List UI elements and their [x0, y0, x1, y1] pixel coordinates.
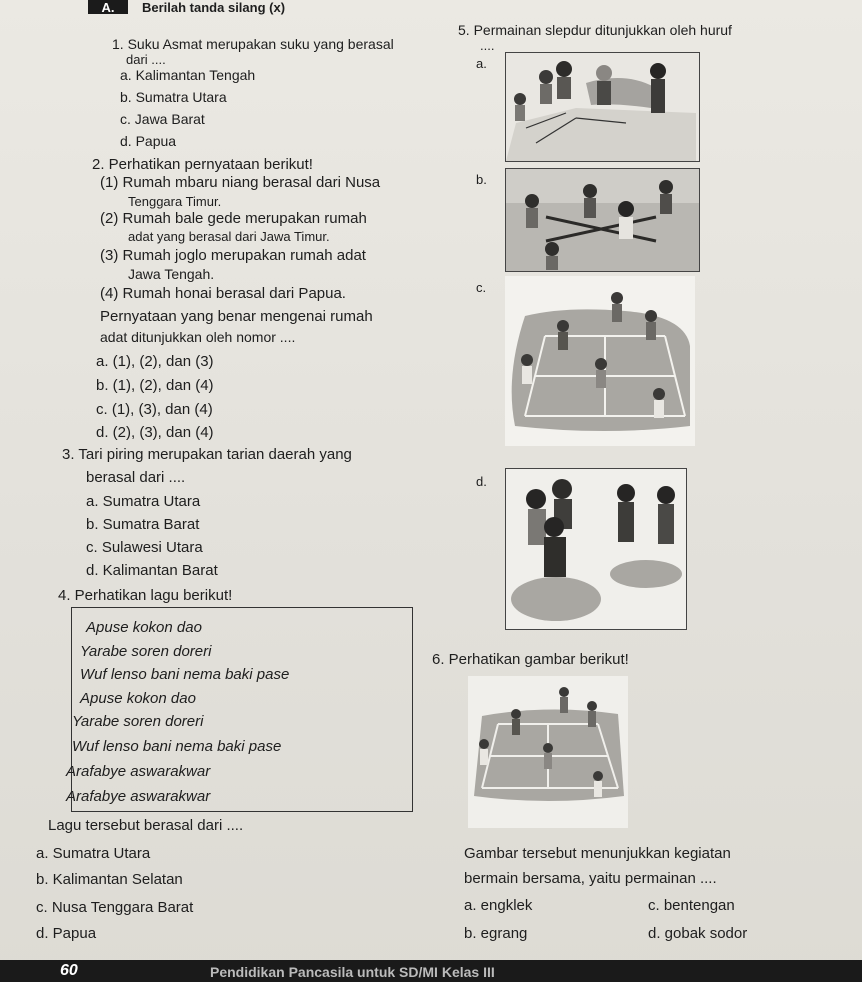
lyric-line: Apuse kokon dao: [86, 619, 202, 636]
lyric-line: Arafabye aswarakwar: [66, 788, 211, 805]
q5-label-c[interactable]: c.: [476, 280, 487, 295]
footer-text: Pendidikan Pancasila untuk SD/MI Kelas III: [210, 964, 495, 980]
q3-stem: 3. Tari piring merupakan tarian daerah yang: [62, 446, 352, 463]
q4-stem: 4. Perhatikan lagu berikut!: [58, 587, 233, 604]
q4-option-b[interactable]: b. Kalimantan Selatan: [36, 871, 183, 888]
q2-statement-1: (1) Rumah mbaru niang berasal dari Nusa: [100, 174, 381, 191]
picture-d[interactable]: [505, 468, 687, 630]
q6-option-c[interactable]: c. bentengan: [648, 897, 735, 914]
q6-option-a[interactable]: a. engklek: [464, 897, 533, 914]
q2-option-b[interactable]: b. (1), (2), dan (4): [96, 377, 214, 394]
song-lyrics-box: [71, 607, 413, 812]
lyric-line: Arafabye aswarakwar: [66, 763, 211, 780]
q4-option-d[interactable]: d. Papua: [36, 925, 97, 942]
q3-option-d[interactable]: d. Kalimantan Barat: [86, 562, 218, 579]
picture-q6: [468, 676, 628, 828]
q1-option-c[interactable]: c. Jawa Barat: [120, 111, 205, 127]
q6-question: Gambar tersebut menunjukkan kegiatan: [464, 845, 731, 862]
q3-option-b[interactable]: b. Sumatra Barat: [86, 516, 200, 533]
q2-option-c[interactable]: c. (1), (3), dan (4): [96, 401, 213, 418]
picture-b[interactable]: [505, 168, 700, 272]
q3-option-a[interactable]: a. Sumatra Utara: [86, 493, 201, 510]
section-title: Berilah tanda silang (x): [142, 0, 286, 15]
lyric-line: Apuse kokon dao: [80, 690, 196, 707]
q5-label-d[interactable]: d.: [476, 474, 487, 489]
q2-option-d[interactable]: d. (2), (3), dan (4): [96, 424, 214, 441]
q5-stem: 5. Permainan slepdur ditunjukkan oleh huruf: [458, 22, 732, 38]
lyric-line: Yarabe soren doreri: [72, 713, 204, 730]
q4-option-a[interactable]: a. Sumatra Utara: [36, 845, 151, 862]
page-number: 60: [60, 962, 78, 979]
q2-statement-1-cont: Tenggara Timur.: [128, 194, 222, 209]
q1-stem: 1. Suku Asmat merupakan suku yang berasal: [112, 36, 394, 52]
q4-option-c[interactable]: c. Nusa Tenggara Barat: [36, 899, 194, 916]
picture-a[interactable]: [505, 52, 700, 162]
section-badge: A.: [88, 0, 128, 14]
q6-option-b[interactable]: b. egrang: [464, 925, 528, 942]
q1-option-a[interactable]: a. Kalimantan Tengah: [120, 67, 256, 83]
picture-c[interactable]: [505, 276, 695, 446]
q2-statement-4: (4) Rumah honai berasal dari Papua.: [100, 285, 346, 302]
q2-statement-2: (2) Rumah bale gede merupakan rumah: [100, 210, 367, 227]
q2-statement-2-cont: adat yang berasal dari Jawa Timur.: [128, 229, 330, 244]
q4-question: Lagu tersebut berasal dari ....: [48, 817, 244, 834]
lyric-line: Yarabe soren doreri: [80, 643, 212, 660]
q6-question-cont: bermain bersama, yaitu permainan ....: [464, 870, 717, 887]
q2-statement-3-cont: Jawa Tengah.: [128, 266, 215, 282]
q2-question: Pernyataan yang benar mengenai rumah: [100, 308, 373, 325]
q6-stem: 6. Perhatikan gambar berikut!: [432, 651, 629, 668]
q2-option-a[interactable]: a. (1), (2), dan (3): [96, 353, 214, 370]
q2-statement-3: (3) Rumah joglo merupakan rumah adat: [100, 247, 366, 264]
q3-option-c[interactable]: c. Sulawesi Utara: [86, 539, 203, 556]
q5-label-b[interactable]: b.: [476, 172, 487, 187]
q1-option-b[interactable]: b. Sumatra Utara: [120, 89, 227, 105]
q5-label-a[interactable]: a.: [476, 56, 487, 71]
q2-question-cont: adat ditunjukkan oleh nomor ....: [100, 329, 296, 345]
q3-stem-cont: berasal dari ....: [86, 469, 186, 486]
lyric-line: Wuf lenso bani nema baki pase: [80, 666, 290, 683]
q5-stem-cont: ....: [480, 38, 495, 53]
q6-option-d[interactable]: d. gobak sodor: [648, 925, 748, 942]
q1-stem-cont: dari ....: [126, 52, 166, 67]
q1-option-d[interactable]: d. Papua: [120, 133, 177, 149]
lyric-line: Wuf lenso bani nema baki pase: [72, 738, 282, 755]
q2-stem: 2. Perhatikan pernyataan berikut!: [92, 156, 313, 173]
